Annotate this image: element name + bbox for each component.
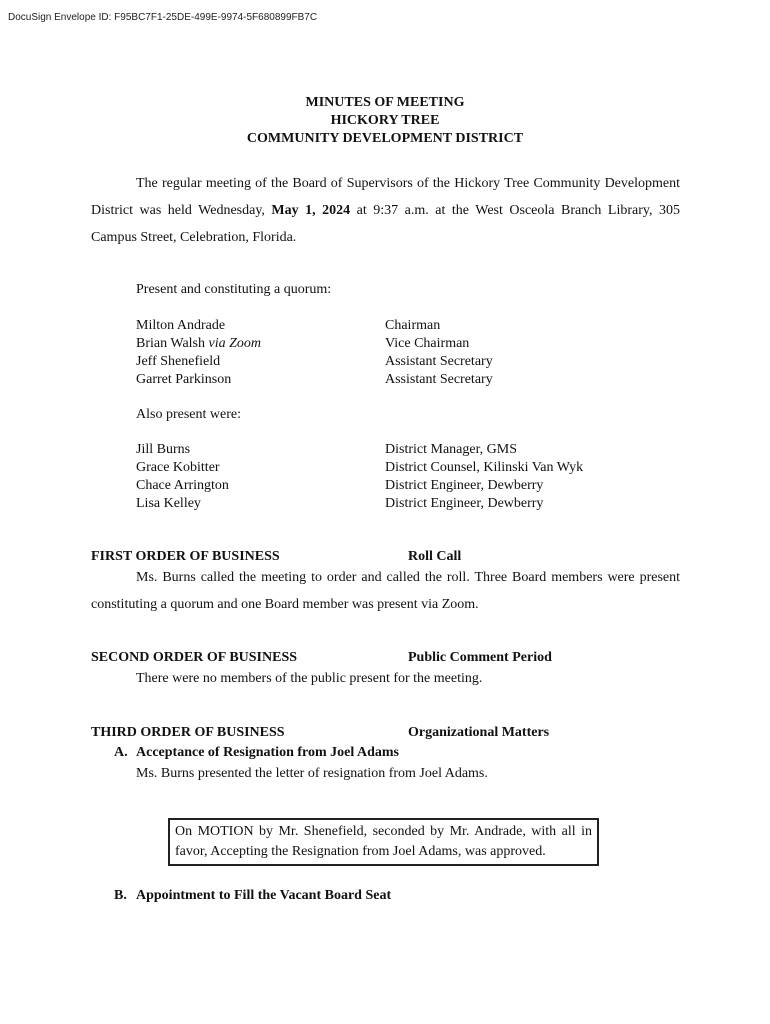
item-a-text: Ms. Burns presented the letter of resignation from Joel Adams. [136,766,488,781]
list-item [136,371,696,389]
attendee-role: District Manager, GMS [385,442,518,457]
attendee-name: Lisa Kelley [136,496,201,511]
order-topic: Organizational Matters [408,725,550,740]
order-label: FIRST ORDER OF BUSINESS [91,549,280,564]
attendance-note: via Zoom [208,336,261,351]
item-a-heading [114,745,399,761]
third-order-heading [91,725,691,741]
second-order-text: There were no members of the public present for the meeting. [136,671,483,686]
list-item [136,317,696,335]
attendee-name: Garret Parkinson [136,372,232,387]
attendee-name: Milton Andrade [136,318,226,333]
quorum-label: Present and constituting a quorum: [136,282,332,297]
intro-paragraph [91,170,680,251]
list-item [136,353,696,371]
item-b-heading [114,888,391,904]
attendee-role: District Engineer, Dewberry [385,496,544,511]
intro-text-1: The regular meeting of the Board of Supervisors of the Hickory Tree Community Development District was held Wednesday, [91,176,680,218]
title-line-2: HICKORY TREE [330,113,440,128]
second-order-heading [91,650,691,666]
also-present-label: Also present were: [136,407,241,422]
order-label: THIRD ORDER OF BUSINESS [91,725,285,740]
intro-text-2: at 9:37 a.m. at the West Osceola Branch Library, 305 Campus Street, Celebration, Florida. [91,203,680,245]
attendee-role: Assistant Secretary [385,354,493,369]
motion-box: On MOTION by Mr. Shenefield, seconded by Mr. Andrade, with all in favor, Accepting the Resignation from Joel Adams, was approved. [168,818,599,866]
also-present-list [136,441,696,513]
attendee-name: Brian Walsh via Zoom [136,336,261,351]
attendee-role: Vice Chairman [385,336,470,351]
title-line-1: MINUTES OF MEETING [305,95,465,110]
quorum-list [136,317,696,389]
order-topic: Roll Call [408,549,462,564]
list-item [136,477,696,495]
item-title: Acceptance of Resignation from Joel Adams [136,745,399,760]
attendee-role: Assistant Secretary [385,372,493,387]
attendee-name: Jill Burns [136,442,191,457]
title-line-3: COMMUNITY DEVELOPMENT DISTRICT [246,131,524,146]
item-letter: A. [114,745,128,760]
document-title [0,94,770,148]
list-item [136,335,696,353]
docusign-envelope-id: DocuSign Envelope ID: F95BC7F1-25DE-499E-9974-5F680899FB7C [8,12,318,23]
attendee-role: Chairman [385,318,441,333]
attendee-role: District Engineer, Dewberry [385,478,544,493]
first-order-text: Ms. Burns called the meeting to order and called the roll. Three Board members were present constituting a quorum and one Board member was present via Zoom. [91,570,680,612]
order-topic: Public Comment Period [408,650,552,665]
order-label: SECOND ORDER OF BUSINESS [91,650,298,665]
first-order-heading [91,549,691,565]
attendee-name: Grace Kobitter [136,460,220,475]
item-title: Appointment to Fill the Vacant Board Seat [136,888,392,903]
item-letter: B. [114,888,127,903]
attendee-role: District Counsel, Kilinski Van Wyk [385,460,584,475]
list-item [136,459,696,477]
list-item [136,441,696,459]
attendee-name: Chace Arrington [136,478,229,493]
attendee-name: Jeff Shenefield [136,354,221,369]
meeting-date: May 1, 2024 [271,203,351,218]
list-item [136,495,696,513]
